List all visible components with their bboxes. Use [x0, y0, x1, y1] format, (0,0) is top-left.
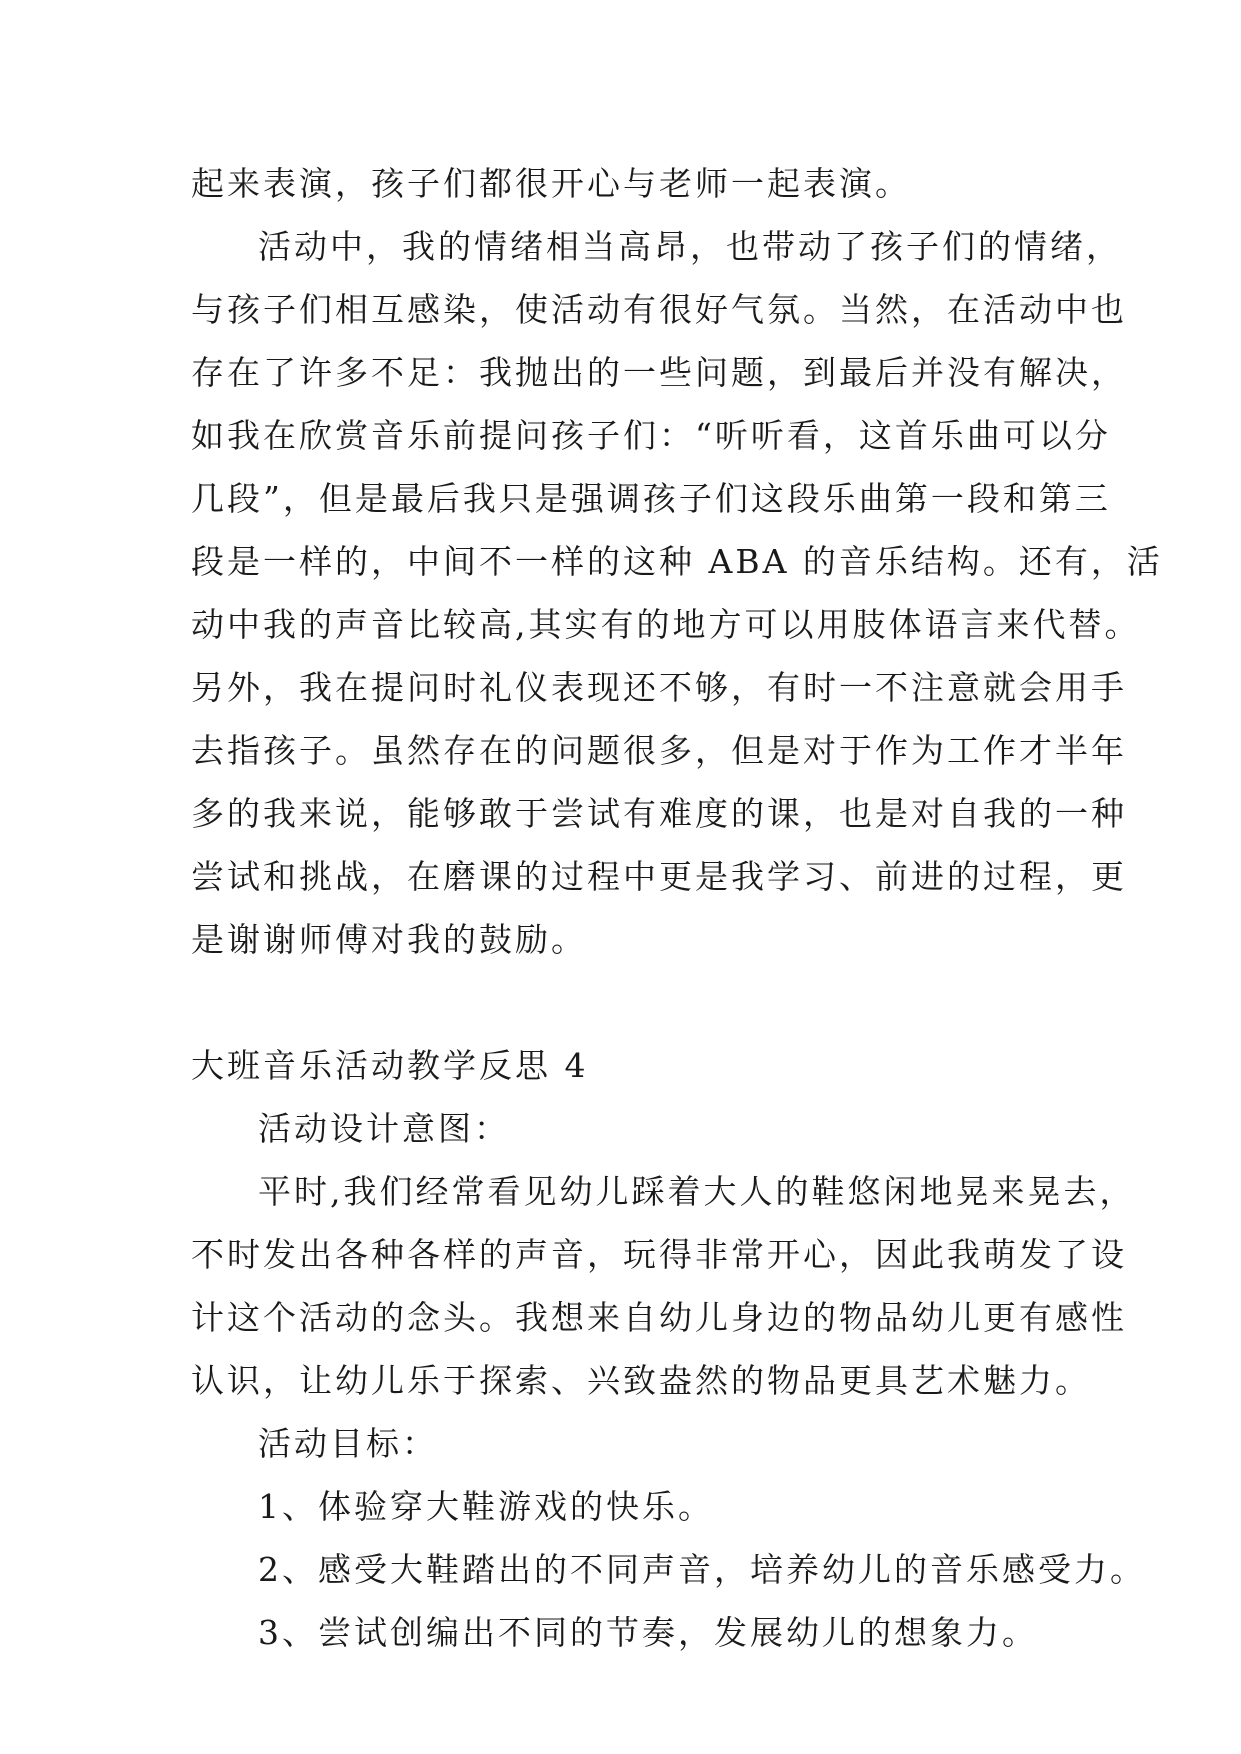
body-text-line: 段是一样的，中间不一样的这种 ABA 的音乐结构。还有，活 [191, 542, 1163, 581]
list-item: 1、体验穿大鞋游戏的快乐。 [258, 1487, 714, 1526]
body-text-line: 几段”，但是最后我只是强调孩子们这段乐曲第一段和第三 [191, 479, 1111, 518]
subheading-design-intent: 活动设计意图： [258, 1109, 510, 1148]
list-item: 2、感受大鞋踏出的不同声音，培养幼儿的音乐感受力。 [258, 1550, 1146, 1589]
body-text-line: 多的我来说，能够敢于尝试有难度的课，也是对自我的一种 [191, 794, 1127, 833]
body-text-line: 尝试和挑战，在磨课的过程中更是我学习、前进的过程，更 [191, 857, 1127, 896]
body-text-line: 不时发出各种各样的声音，玩得非常开心，因此我萌发了设 [191, 1235, 1127, 1274]
body-text-line: 动中我的声音比较高,其实有的地方可以用肢体语言来代替。 [191, 605, 1141, 644]
section-heading: 大班音乐活动教学反思 4 [191, 1046, 589, 1085]
body-text-line: 去指孩子。虽然存在的问题很多，但是对于作为工作才半年 [191, 731, 1127, 770]
body-text-line: 起来表演，孩子们都很开心与老师一起表演。 [191, 164, 911, 203]
body-text-line: 存在了许多不足：我抛出的一些问题，到最后并没有解决， [191, 353, 1127, 392]
body-text-line: 平时,我们经常看见幼儿踩着大人的鞋悠闲地晃来晃去， [258, 1172, 1136, 1211]
body-text-line: 活动中，我的情绪相当高昂，也带动了孩子们的情绪， [258, 227, 1122, 266]
body-text-line: 与孩子们相互感染，使活动有很好气氛。当然，在活动中也 [191, 290, 1127, 329]
body-text-line: 计这个活动的念头。我想来自幼儿身边的物品幼儿更有感性 [191, 1298, 1127, 1337]
body-text-line: 认识，让幼儿乐于探索、兴致盎然的物品更具艺术魅力。 [191, 1361, 1091, 1400]
body-text-line: 另外，我在提问时礼仪表现还不够，有时一不注意就会用手 [191, 668, 1127, 707]
body-text-line: 如我在欣赏音乐前提问孩子们：“听听看，这首乐曲可以分 [191, 416, 1111, 455]
subheading-objectives: 活动目标： [258, 1424, 438, 1463]
body-text-line: 是谢谢师傅对我的鼓励。 [191, 920, 587, 959]
list-item: 3、尝试创编出不同的节奏，发展幼儿的想象力。 [258, 1613, 1038, 1652]
